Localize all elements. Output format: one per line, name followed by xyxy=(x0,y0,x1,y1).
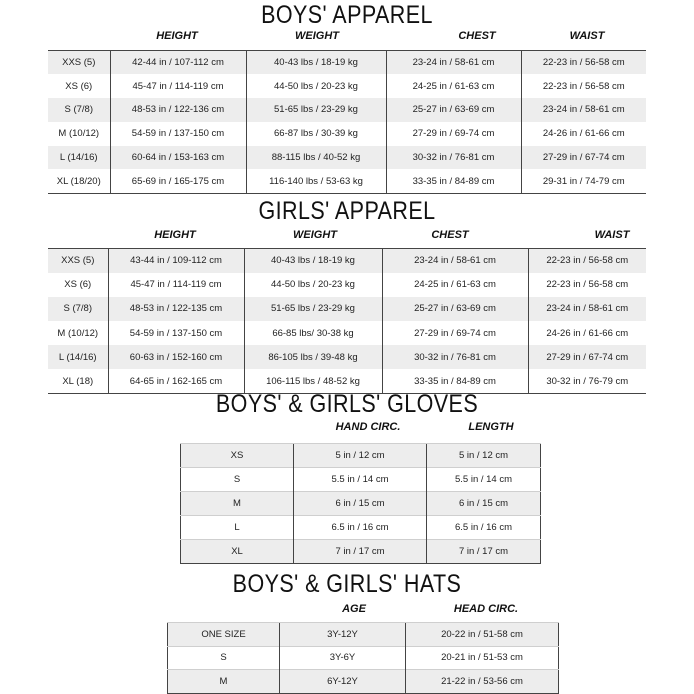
table-row xyxy=(48,273,646,297)
gloves-title: BOYS' & GIRLS' GLOVES xyxy=(215,390,479,418)
size-cell: XL xyxy=(181,540,294,564)
size-cell: ONE SIZE xyxy=(168,623,280,647)
size-cell: S xyxy=(168,646,280,670)
boys-apparel-title: BOYS' APPAREL xyxy=(261,1,433,29)
measurement-cell: 30-32 in / 76-81 cm xyxy=(382,345,528,369)
table-row xyxy=(48,249,646,273)
table-row xyxy=(48,146,646,170)
gloves-header-hand-circ: HAND CIRC. xyxy=(335,421,401,433)
measurement-cell: 27-29 in / 67-74 cm xyxy=(528,345,646,369)
measurement-cell: 6.5 in / 16 cm xyxy=(427,516,541,540)
measurement-cell: 5.5 in / 14 cm xyxy=(427,468,541,492)
measurement-cell: 5 in / 12 cm xyxy=(427,444,541,468)
measurement-cell: 106-115 lbs / 48-52 kg xyxy=(244,369,382,393)
measurement-cell: 7 in / 17 cm xyxy=(294,540,427,564)
boys-header-weight: WEIGHT xyxy=(295,30,339,42)
measurement-cell: 25-27 in / 63-69 cm xyxy=(386,98,521,122)
size-cell: XL (18) xyxy=(48,369,108,393)
size-cell: L (14/16) xyxy=(48,146,110,170)
measurement-cell: 43-44 in / 109-112 cm xyxy=(108,249,244,273)
measurement-cell: 25-27 in / 63-69 cm xyxy=(382,297,528,321)
girls-header-chest: CHEST xyxy=(431,229,469,241)
table-row xyxy=(181,516,541,540)
table-row xyxy=(168,623,559,647)
boys-size-table xyxy=(48,50,646,194)
measurement-cell: 22-23 in / 56-58 cm xyxy=(521,51,646,75)
measurement-cell: 27-29 in / 67-74 cm xyxy=(521,146,646,170)
measurement-cell: 27-29 in / 69-74 cm xyxy=(386,122,521,146)
measurement-cell: 60-64 in / 153-163 cm xyxy=(110,146,246,170)
size-cell: S (7/8) xyxy=(48,98,110,122)
measurement-cell: 44-50 lbs / 20-23 kg xyxy=(246,74,386,98)
measurement-cell: 23-24 in / 58-61 cm xyxy=(521,98,646,122)
measurement-cell: 30-32 in / 76-79 cm xyxy=(528,369,646,393)
measurement-cell: 21-22 in / 53-56 cm xyxy=(406,670,559,694)
size-cell: XXS (5) xyxy=(48,249,108,273)
girls-header-weight: WEIGHT xyxy=(293,229,337,241)
measurement-cell: 40-43 lbs / 18-19 kg xyxy=(246,51,386,75)
measurement-cell: 22-23 in / 56-58 cm xyxy=(528,273,646,297)
measurement-cell: 6 in / 15 cm xyxy=(294,492,427,516)
measurement-cell: 24-26 in / 61-66 cm xyxy=(528,321,646,345)
size-cell: S xyxy=(181,468,294,492)
table-row xyxy=(48,345,646,369)
girls-size-table xyxy=(48,248,646,394)
size-cell: XS (6) xyxy=(48,273,108,297)
measurement-cell: 29-31 in / 74-79 cm xyxy=(521,169,646,193)
measurement-cell: 51-65 lbs / 23-29 kg xyxy=(244,297,382,321)
measurement-cell: 23-24 in / 58-61 cm xyxy=(528,297,646,321)
measurement-cell: 48-53 in / 122-136 cm xyxy=(110,98,246,122)
size-cell: XXS (5) xyxy=(48,51,110,75)
measurement-cell: 42-44 in / 107-112 cm xyxy=(110,51,246,75)
size-cell: L xyxy=(181,516,294,540)
size-cell: L (14/16) xyxy=(48,345,108,369)
measurement-cell: 45-47 in / 114-119 cm xyxy=(110,74,246,98)
size-cell: XS (6) xyxy=(48,74,110,98)
measurement-cell: 116-140 lbs / 53-63 kg xyxy=(246,169,386,193)
table-row xyxy=(181,444,541,468)
measurement-cell: 6Y-12Y xyxy=(280,670,406,694)
measurement-cell: 66-87 lbs / 30-39 kg xyxy=(246,122,386,146)
table-row xyxy=(48,122,646,146)
measurement-cell: 51-65 lbs / 23-29 kg xyxy=(246,98,386,122)
measurement-cell: 24-26 in / 61-66 cm xyxy=(521,122,646,146)
hats-title: BOYS' & GIRLS' HATS xyxy=(232,570,462,598)
hats-header-age: AGE xyxy=(342,603,366,615)
measurement-cell: 88-115 lbs / 40-52 kg xyxy=(246,146,386,170)
boys-header-chest: CHEST xyxy=(458,30,496,42)
hats-header-head-circ: HEAD CIRC. xyxy=(453,603,519,615)
table-row xyxy=(181,468,541,492)
measurement-cell: 20-21 in / 51-53 cm xyxy=(406,646,559,670)
measurement-cell: 30-32 in / 76-81 cm xyxy=(386,146,521,170)
measurement-cell: 24-25 in / 61-63 cm xyxy=(386,74,521,98)
table-row xyxy=(48,98,646,122)
size-cell: M (10/12) xyxy=(48,321,108,345)
measurement-cell: 45-47 in / 114-119 cm xyxy=(108,273,244,297)
hats-size-table xyxy=(167,622,559,694)
boys-header-height: HEIGHT xyxy=(156,30,198,42)
girls-header-height: HEIGHT xyxy=(154,229,196,241)
gloves-header-length: LENGTH xyxy=(468,421,514,433)
size-cell: M xyxy=(168,670,280,694)
table-row xyxy=(48,321,646,345)
size-cell: S (7/8) xyxy=(48,297,108,321)
table-row xyxy=(48,51,646,75)
measurement-cell: 66-85 lbs/ 30-38 kg xyxy=(244,321,382,345)
measurement-cell: 27-29 in / 69-74 cm xyxy=(382,321,528,345)
measurement-cell: 7 in / 17 cm xyxy=(427,540,541,564)
measurement-cell: 44-50 lbs / 20-23 kg xyxy=(244,273,382,297)
size-cell: M xyxy=(181,492,294,516)
table-row xyxy=(168,646,559,670)
size-cell: M (10/12) xyxy=(48,122,110,146)
gloves-size-table xyxy=(180,443,541,564)
measurement-cell: 23-24 in / 58-61 cm xyxy=(382,249,528,273)
measurement-cell: 23-24 in / 58-61 cm xyxy=(386,51,521,75)
measurement-cell: 24-25 in / 61-63 cm xyxy=(382,273,528,297)
girls-header-waist: WAIST xyxy=(594,229,630,241)
table-row xyxy=(48,74,646,98)
table-row xyxy=(181,492,541,516)
size-cell: XS xyxy=(181,444,294,468)
measurement-cell: 20-22 in / 51-58 cm xyxy=(406,623,559,647)
table-row xyxy=(181,540,541,564)
measurement-cell: 5 in / 12 cm xyxy=(294,444,427,468)
measurement-cell: 86-105 lbs / 39-48 kg xyxy=(244,345,382,369)
table-row xyxy=(168,670,559,694)
table-row xyxy=(48,169,646,193)
measurement-cell: 54-59 in / 137-150 cm xyxy=(110,122,246,146)
table-row xyxy=(48,297,646,321)
boys-header-waist: WAIST xyxy=(569,30,605,42)
measurement-cell: 6.5 in / 16 cm xyxy=(294,516,427,540)
measurement-cell: 54-59 in / 137-150 cm xyxy=(108,321,244,345)
measurement-cell: 3Y-12Y xyxy=(280,623,406,647)
measurement-cell: 64-65 in / 162-165 cm xyxy=(108,369,244,393)
measurement-cell: 22-23 in / 56-58 cm xyxy=(521,74,646,98)
measurement-cell: 40-43 lbs / 18-19 kg xyxy=(244,249,382,273)
measurement-cell: 33-35 in / 84-89 cm xyxy=(382,369,528,393)
girls-apparel-title: GIRLS' APPAREL xyxy=(258,197,436,225)
measurement-cell: 60-63 in / 152-160 cm xyxy=(108,345,244,369)
measurement-cell: 3Y-6Y xyxy=(280,646,406,670)
measurement-cell: 48-53 in / 122-135 cm xyxy=(108,297,244,321)
size-cell: XL (18/20) xyxy=(48,169,110,193)
measurement-cell: 5.5 in / 14 cm xyxy=(294,468,427,492)
measurement-cell: 6 in / 15 cm xyxy=(427,492,541,516)
measurement-cell: 22-23 in / 56-58 cm xyxy=(528,249,646,273)
measurement-cell: 33-35 in / 84-89 cm xyxy=(386,169,521,193)
measurement-cell: 65-69 in / 165-175 cm xyxy=(110,169,246,193)
